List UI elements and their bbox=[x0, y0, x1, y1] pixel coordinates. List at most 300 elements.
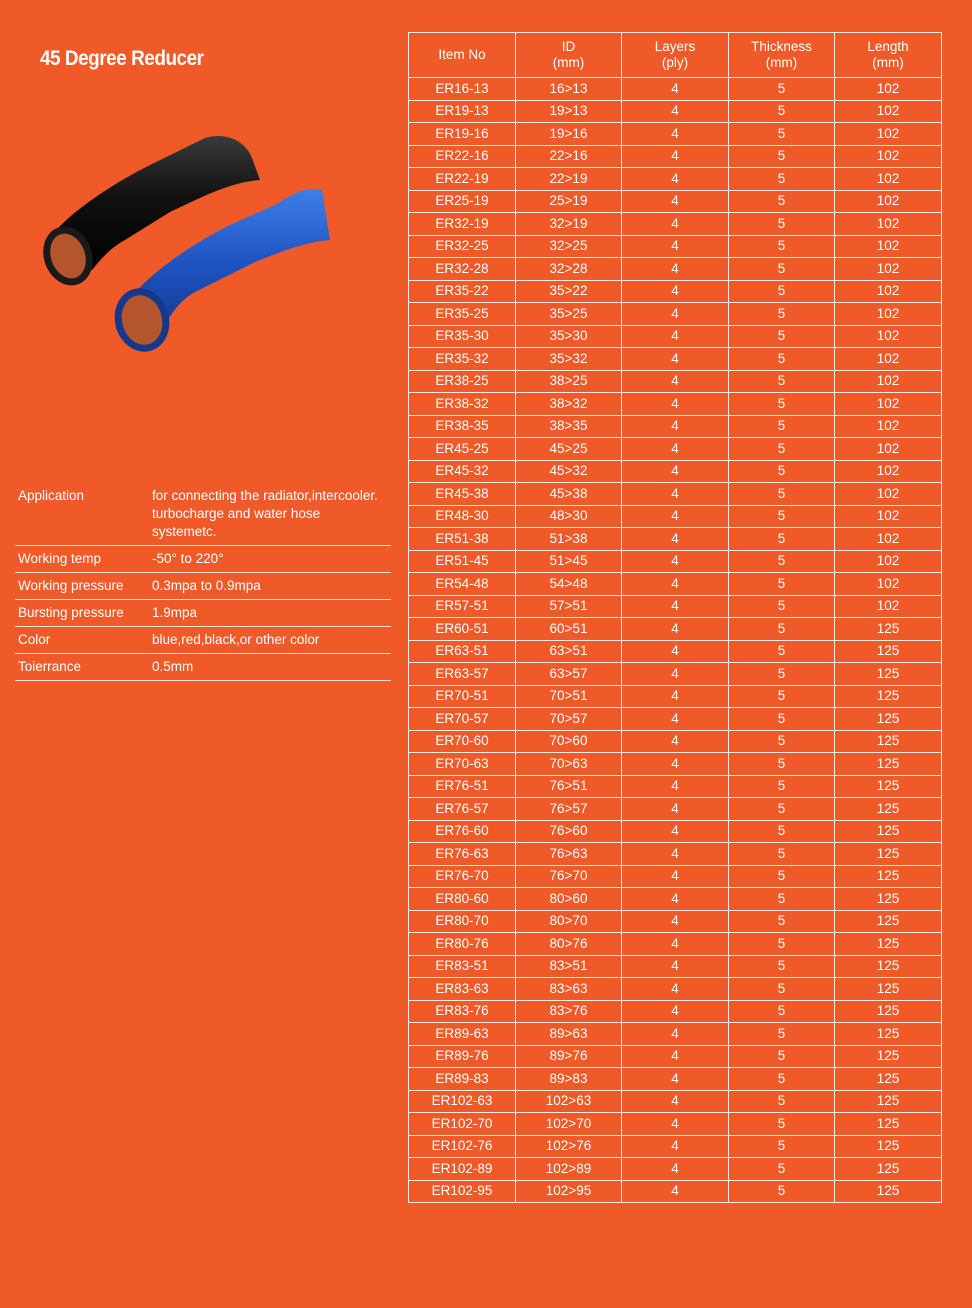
table-cell: ER25-19 bbox=[409, 190, 516, 213]
table-cell: ER80-76 bbox=[409, 933, 516, 956]
table-cell: 125 bbox=[835, 843, 942, 866]
table-cell: ER83-76 bbox=[409, 1000, 516, 1023]
table-cell: ER45-25 bbox=[409, 438, 516, 461]
table-cell: 5 bbox=[729, 708, 835, 731]
table-row bbox=[409, 348, 942, 371]
table-cell: 4 bbox=[622, 820, 729, 843]
table-cell: 5 bbox=[729, 573, 835, 596]
table-row bbox=[409, 663, 942, 686]
table-cell: 35>25 bbox=[516, 303, 622, 326]
table-cell: 125 bbox=[835, 1068, 942, 1091]
table-cell: 5 bbox=[729, 145, 835, 168]
table-cell: 4 bbox=[622, 505, 729, 528]
table-cell: ER22-19 bbox=[409, 168, 516, 191]
table-cell: ER76-63 bbox=[409, 843, 516, 866]
table-cell: ER89-76 bbox=[409, 1045, 516, 1068]
table-cell: 102>70 bbox=[516, 1113, 622, 1136]
table-cell: 4 bbox=[622, 393, 729, 416]
table-cell: 125 bbox=[835, 910, 942, 933]
table-row bbox=[409, 325, 942, 348]
table-cell: 4 bbox=[622, 100, 729, 123]
table-cell: 57>51 bbox=[516, 595, 622, 618]
table-cell: ER83-51 bbox=[409, 955, 516, 978]
table-cell: 5 bbox=[729, 213, 835, 236]
table-row bbox=[409, 190, 942, 213]
table-cell: 70>57 bbox=[516, 708, 622, 731]
table-row bbox=[409, 78, 942, 101]
table-header-row bbox=[409, 33, 942, 78]
table-row bbox=[409, 1000, 942, 1023]
table-cell: ER35-30 bbox=[409, 325, 516, 348]
table-cell: 5 bbox=[729, 483, 835, 506]
table-cell: 4 bbox=[622, 258, 729, 281]
table-cell: 4 bbox=[622, 348, 729, 371]
table-cell: 80>60 bbox=[516, 888, 622, 911]
table-cell: 102 bbox=[835, 325, 942, 348]
table-cell: 102 bbox=[835, 483, 942, 506]
table-cell: 5 bbox=[729, 100, 835, 123]
table-row bbox=[409, 1180, 942, 1203]
table-cell: 4 bbox=[622, 123, 729, 146]
spec-value: -50° to 220° bbox=[152, 551, 224, 566]
table-cell: 5 bbox=[729, 910, 835, 933]
page-title: 45 Degree Reducer bbox=[40, 47, 204, 70]
table-row bbox=[409, 730, 942, 753]
table-cell: 4 bbox=[622, 190, 729, 213]
table-cell: ER19-13 bbox=[409, 100, 516, 123]
table-cell: 5 bbox=[729, 820, 835, 843]
table-cell: 4 bbox=[622, 483, 729, 506]
spec-row bbox=[15, 573, 391, 600]
spec-label: Toierrance bbox=[18, 659, 82, 674]
table-cell: ER51-38 bbox=[409, 528, 516, 551]
table-cell: 5 bbox=[729, 730, 835, 753]
table-cell: 4 bbox=[622, 955, 729, 978]
table-row bbox=[409, 280, 942, 303]
table-cell: 125 bbox=[835, 1045, 942, 1068]
table-cell: ER57-51 bbox=[409, 595, 516, 618]
table-cell: 45>25 bbox=[516, 438, 622, 461]
table-cell: 4 bbox=[622, 1045, 729, 1068]
table-cell: 38>25 bbox=[516, 370, 622, 393]
table-cell: 125 bbox=[835, 730, 942, 753]
table-cell: 125 bbox=[835, 1113, 942, 1136]
table-cell: ER32-25 bbox=[409, 235, 516, 258]
table-cell: 4 bbox=[622, 1180, 729, 1203]
table-cell: 102 bbox=[835, 190, 942, 213]
table-cell: ER76-60 bbox=[409, 820, 516, 843]
table-cell: 102 bbox=[835, 280, 942, 303]
table-cell: 5 bbox=[729, 775, 835, 798]
table-cell: 16>13 bbox=[516, 78, 622, 101]
table-cell: 4 bbox=[622, 303, 729, 326]
table-cell: 54>48 bbox=[516, 573, 622, 596]
table-row bbox=[409, 618, 942, 641]
table-row bbox=[409, 438, 942, 461]
table-cell: ER38-35 bbox=[409, 415, 516, 438]
table-cell: ER32-28 bbox=[409, 258, 516, 281]
table-row bbox=[409, 370, 942, 393]
table-cell: 63>57 bbox=[516, 663, 622, 686]
table-cell: 5 bbox=[729, 190, 835, 213]
table-cell: 4 bbox=[622, 325, 729, 348]
table-cell: 125 bbox=[835, 775, 942, 798]
table-cell: 5 bbox=[729, 280, 835, 303]
table-cell: 35>30 bbox=[516, 325, 622, 348]
table-cell: 125 bbox=[835, 708, 942, 731]
table-cell: ER76-57 bbox=[409, 798, 516, 821]
table-cell: 125 bbox=[835, 978, 942, 1001]
column-header-label: Item No bbox=[438, 47, 486, 62]
table-cell: 125 bbox=[835, 1000, 942, 1023]
table-row bbox=[409, 843, 942, 866]
table-cell: 5 bbox=[729, 393, 835, 416]
table-cell: 5 bbox=[729, 1158, 835, 1181]
table-cell: 125 bbox=[835, 1158, 942, 1181]
table-row bbox=[409, 1090, 942, 1113]
table-row bbox=[409, 460, 942, 483]
table-cell: 4 bbox=[622, 978, 729, 1001]
table-cell: ER89-63 bbox=[409, 1023, 516, 1046]
table-cell: ER80-60 bbox=[409, 888, 516, 911]
table-cell: 60>51 bbox=[516, 618, 622, 641]
table-cell: 4 bbox=[622, 370, 729, 393]
table-cell: 102 bbox=[835, 123, 942, 146]
table-cell: 22>16 bbox=[516, 145, 622, 168]
table-cell: 83>76 bbox=[516, 1000, 622, 1023]
column-header bbox=[729, 33, 835, 78]
table-cell: 102 bbox=[835, 348, 942, 371]
table-cell: 4 bbox=[622, 798, 729, 821]
table-cell: 89>83 bbox=[516, 1068, 622, 1091]
table-cell: 76>57 bbox=[516, 798, 622, 821]
table-cell: 70>63 bbox=[516, 753, 622, 776]
table-cell: 125 bbox=[835, 888, 942, 911]
column-header bbox=[835, 33, 942, 78]
table-cell: 19>16 bbox=[516, 123, 622, 146]
table-cell: 5 bbox=[729, 1180, 835, 1203]
table-cell: 125 bbox=[835, 798, 942, 821]
column-header-unit: (ply) bbox=[661, 55, 689, 70]
table-cell: 102 bbox=[835, 393, 942, 416]
table-cell: 89>63 bbox=[516, 1023, 622, 1046]
table-cell: 4 bbox=[622, 865, 729, 888]
spec-label: Color bbox=[18, 632, 51, 647]
table-row bbox=[409, 1023, 942, 1046]
table-cell: 5 bbox=[729, 1023, 835, 1046]
table-cell: 5 bbox=[729, 798, 835, 821]
table-cell: 102 bbox=[835, 168, 942, 191]
spec-row bbox=[15, 546, 391, 573]
table-cell: 48>30 bbox=[516, 505, 622, 528]
table-cell: 4 bbox=[622, 933, 729, 956]
table-cell: ER102-89 bbox=[409, 1158, 516, 1181]
table-cell: ER70-63 bbox=[409, 753, 516, 776]
table-cell: 102 bbox=[835, 460, 942, 483]
table-cell: 125 bbox=[835, 820, 942, 843]
table-cell: 5 bbox=[729, 640, 835, 663]
column-header-label: Length bbox=[867, 39, 909, 54]
table-cell: 32>28 bbox=[516, 258, 622, 281]
table-cell: ER38-32 bbox=[409, 393, 516, 416]
table-cell: 125 bbox=[835, 933, 942, 956]
table-cell: 5 bbox=[729, 550, 835, 573]
column-header-unit: (mm) bbox=[765, 55, 798, 70]
table-cell: 4 bbox=[622, 460, 729, 483]
table-cell: ER89-83 bbox=[409, 1068, 516, 1091]
table-cell: 5 bbox=[729, 438, 835, 461]
reducer-table bbox=[408, 32, 942, 1203]
table-cell: ER83-63 bbox=[409, 978, 516, 1001]
table-cell: ER22-16 bbox=[409, 145, 516, 168]
column-header-unit: (mm) bbox=[872, 55, 904, 70]
table-cell: 4 bbox=[622, 415, 729, 438]
table-cell: 102 bbox=[835, 370, 942, 393]
table-cell: 4 bbox=[622, 280, 729, 303]
table-cell: 102 bbox=[835, 235, 942, 258]
table-cell: 102>76 bbox=[516, 1135, 622, 1158]
spec-value: 1.9mpa bbox=[152, 605, 198, 620]
table-cell: ER76-70 bbox=[409, 865, 516, 888]
table-cell: 89>76 bbox=[516, 1045, 622, 1068]
table-cell: ER70-57 bbox=[409, 708, 516, 731]
table-row bbox=[409, 595, 942, 618]
table-cell: 4 bbox=[622, 1000, 729, 1023]
table-cell: 102 bbox=[835, 303, 942, 326]
table-cell: ER76-51 bbox=[409, 775, 516, 798]
table-row bbox=[409, 865, 942, 888]
table-cell: ER63-51 bbox=[409, 640, 516, 663]
table-cell: 25>19 bbox=[516, 190, 622, 213]
table-cell: 125 bbox=[835, 685, 942, 708]
table-cell: ER35-22 bbox=[409, 280, 516, 303]
table-cell: 125 bbox=[835, 955, 942, 978]
table-row bbox=[409, 1113, 942, 1136]
table-cell: 4 bbox=[622, 663, 729, 686]
column-header-label: Layers bbox=[654, 39, 696, 54]
table-cell: 5 bbox=[729, 370, 835, 393]
table-cell: ER80-70 bbox=[409, 910, 516, 933]
column-header bbox=[409, 33, 516, 78]
table-cell: 5 bbox=[729, 258, 835, 281]
table-cell: 5 bbox=[729, 325, 835, 348]
table-cell: 5 bbox=[729, 843, 835, 866]
table-cell: 4 bbox=[622, 438, 729, 461]
table-cell: 83>51 bbox=[516, 955, 622, 978]
spec-row bbox=[15, 600, 391, 627]
table-cell: 4 bbox=[622, 213, 729, 236]
table-row bbox=[409, 955, 942, 978]
table-row bbox=[409, 685, 942, 708]
column-header bbox=[622, 33, 729, 78]
table-cell: ER102-95 bbox=[409, 1180, 516, 1203]
table-cell: 4 bbox=[622, 1135, 729, 1158]
column-header-label: Thickness bbox=[751, 39, 812, 54]
table-row bbox=[409, 933, 942, 956]
table-cell: 5 bbox=[729, 865, 835, 888]
table-row bbox=[409, 123, 942, 146]
table-cell: 5 bbox=[729, 415, 835, 438]
table-cell: 5 bbox=[729, 753, 835, 776]
table-cell: 5 bbox=[729, 1068, 835, 1091]
table-cell: 4 bbox=[622, 685, 729, 708]
table-cell: 5 bbox=[729, 1113, 835, 1136]
table-row bbox=[409, 888, 942, 911]
table-row bbox=[409, 1158, 942, 1181]
table-row bbox=[409, 1135, 942, 1158]
table-cell: ER60-51 bbox=[409, 618, 516, 641]
table-row bbox=[409, 483, 942, 506]
table-row bbox=[409, 145, 942, 168]
table-cell: 4 bbox=[622, 145, 729, 168]
table-cell: 76>63 bbox=[516, 843, 622, 866]
table-cell: 125 bbox=[835, 663, 942, 686]
table-cell: 5 bbox=[729, 528, 835, 551]
table-cell: 102 bbox=[835, 505, 942, 528]
table-cell: 102 bbox=[835, 100, 942, 123]
table-cell: 102 bbox=[835, 438, 942, 461]
spec-row bbox=[15, 654, 391, 681]
table-cell: 102 bbox=[835, 550, 942, 573]
table-cell: 76>60 bbox=[516, 820, 622, 843]
table-cell: 80>70 bbox=[516, 910, 622, 933]
table-row bbox=[409, 573, 942, 596]
table-cell: 80>76 bbox=[516, 933, 622, 956]
table-cell: 4 bbox=[622, 708, 729, 731]
table-row bbox=[409, 393, 942, 416]
table-cell: 4 bbox=[622, 730, 729, 753]
table-cell: 38>35 bbox=[516, 415, 622, 438]
spec-value: 0.3mpa to 0.9mpa bbox=[152, 578, 261, 593]
table-row bbox=[409, 505, 942, 528]
table-cell: 32>19 bbox=[516, 213, 622, 236]
table-cell: ER45-38 bbox=[409, 483, 516, 506]
table-cell: 5 bbox=[729, 595, 835, 618]
table-cell: 35>32 bbox=[516, 348, 622, 371]
table-row bbox=[409, 415, 942, 438]
table-cell: 5 bbox=[729, 1045, 835, 1068]
table-cell: ER19-16 bbox=[409, 123, 516, 146]
spec-label: Working temp bbox=[18, 551, 102, 566]
spec-label: Application bbox=[18, 488, 85, 503]
table-cell: 5 bbox=[729, 978, 835, 1001]
table-cell: 5 bbox=[729, 1000, 835, 1023]
table-row bbox=[409, 753, 942, 776]
table-cell: 4 bbox=[622, 640, 729, 663]
table-row bbox=[409, 708, 942, 731]
table-row bbox=[409, 258, 942, 281]
table-row bbox=[409, 235, 942, 258]
spec-row bbox=[15, 627, 391, 654]
table-cell: 4 bbox=[622, 843, 729, 866]
table-cell: ER102-63 bbox=[409, 1090, 516, 1113]
table-cell: ER102-76 bbox=[409, 1135, 516, 1158]
table-cell: ER54-48 bbox=[409, 573, 516, 596]
table-cell: ER70-60 bbox=[409, 730, 516, 753]
table-cell: 35>22 bbox=[516, 280, 622, 303]
table-cell: 76>70 bbox=[516, 865, 622, 888]
table-cell: 51>45 bbox=[516, 550, 622, 573]
table-row bbox=[409, 640, 942, 663]
column-header-label: ID bbox=[561, 39, 576, 54]
table-cell: 4 bbox=[622, 1023, 729, 1046]
table-cell: 125 bbox=[835, 753, 942, 776]
table-cell: 4 bbox=[622, 78, 729, 101]
table-cell: 4 bbox=[622, 168, 729, 191]
table-row bbox=[409, 1068, 942, 1091]
specs-table bbox=[15, 483, 391, 681]
table-cell: 102 bbox=[835, 213, 942, 236]
spec-value: blue,red,black,or other color bbox=[152, 632, 320, 647]
table-row bbox=[409, 775, 942, 798]
table-cell: 4 bbox=[622, 595, 729, 618]
table-cell: 5 bbox=[729, 460, 835, 483]
table-cell: 102 bbox=[835, 145, 942, 168]
table-cell: 4 bbox=[622, 888, 729, 911]
table-cell: 4 bbox=[622, 910, 729, 933]
table-cell: 38>32 bbox=[516, 393, 622, 416]
table-row bbox=[409, 798, 942, 821]
table-cell: ER48-30 bbox=[409, 505, 516, 528]
table-cell: 5 bbox=[729, 505, 835, 528]
table-cell: 102>89 bbox=[516, 1158, 622, 1181]
table-cell: 4 bbox=[622, 1068, 729, 1091]
table-cell: 70>51 bbox=[516, 685, 622, 708]
table-cell: 125 bbox=[835, 1090, 942, 1113]
table-cell: 5 bbox=[729, 685, 835, 708]
table-cell: 125 bbox=[835, 865, 942, 888]
table-cell: 5 bbox=[729, 955, 835, 978]
table-cell: ER35-32 bbox=[409, 348, 516, 371]
table-cell: 102 bbox=[835, 573, 942, 596]
table-cell: 4 bbox=[622, 1090, 729, 1113]
spec-label: Working pressure bbox=[18, 578, 124, 593]
table-row bbox=[409, 1045, 942, 1068]
table-cell: 5 bbox=[729, 235, 835, 258]
table-cell: 22>19 bbox=[516, 168, 622, 191]
table-row bbox=[409, 820, 942, 843]
table-cell: 5 bbox=[729, 348, 835, 371]
table-cell: 4 bbox=[622, 528, 729, 551]
table-cell: 32>25 bbox=[516, 235, 622, 258]
table-cell: 63>51 bbox=[516, 640, 622, 663]
table-cell: 76>51 bbox=[516, 775, 622, 798]
table-row bbox=[409, 168, 942, 191]
table-cell: 19>13 bbox=[516, 100, 622, 123]
table-cell: 5 bbox=[729, 78, 835, 101]
table-row bbox=[409, 910, 942, 933]
table-cell: ER32-19 bbox=[409, 213, 516, 236]
spec-value: 0.5mm bbox=[152, 659, 194, 674]
table-cell: 70>60 bbox=[516, 730, 622, 753]
table-cell: 4 bbox=[622, 1113, 729, 1136]
table-cell: 102>63 bbox=[516, 1090, 622, 1113]
table-cell: 5 bbox=[729, 663, 835, 686]
table-cell: 5 bbox=[729, 123, 835, 146]
table-cell: ER35-25 bbox=[409, 303, 516, 326]
table-cell: 83>63 bbox=[516, 978, 622, 1001]
table-cell: 125 bbox=[835, 1180, 942, 1203]
table-cell: 125 bbox=[835, 1023, 942, 1046]
table-cell: 4 bbox=[622, 550, 729, 573]
table-cell: 5 bbox=[729, 888, 835, 911]
column-header-unit: (mm) bbox=[552, 55, 585, 70]
hose-image bbox=[30, 120, 350, 360]
table-cell: 125 bbox=[835, 1135, 942, 1158]
table-cell: 5 bbox=[729, 1135, 835, 1158]
table-cell: 125 bbox=[835, 640, 942, 663]
table-cell: 5 bbox=[729, 618, 835, 641]
